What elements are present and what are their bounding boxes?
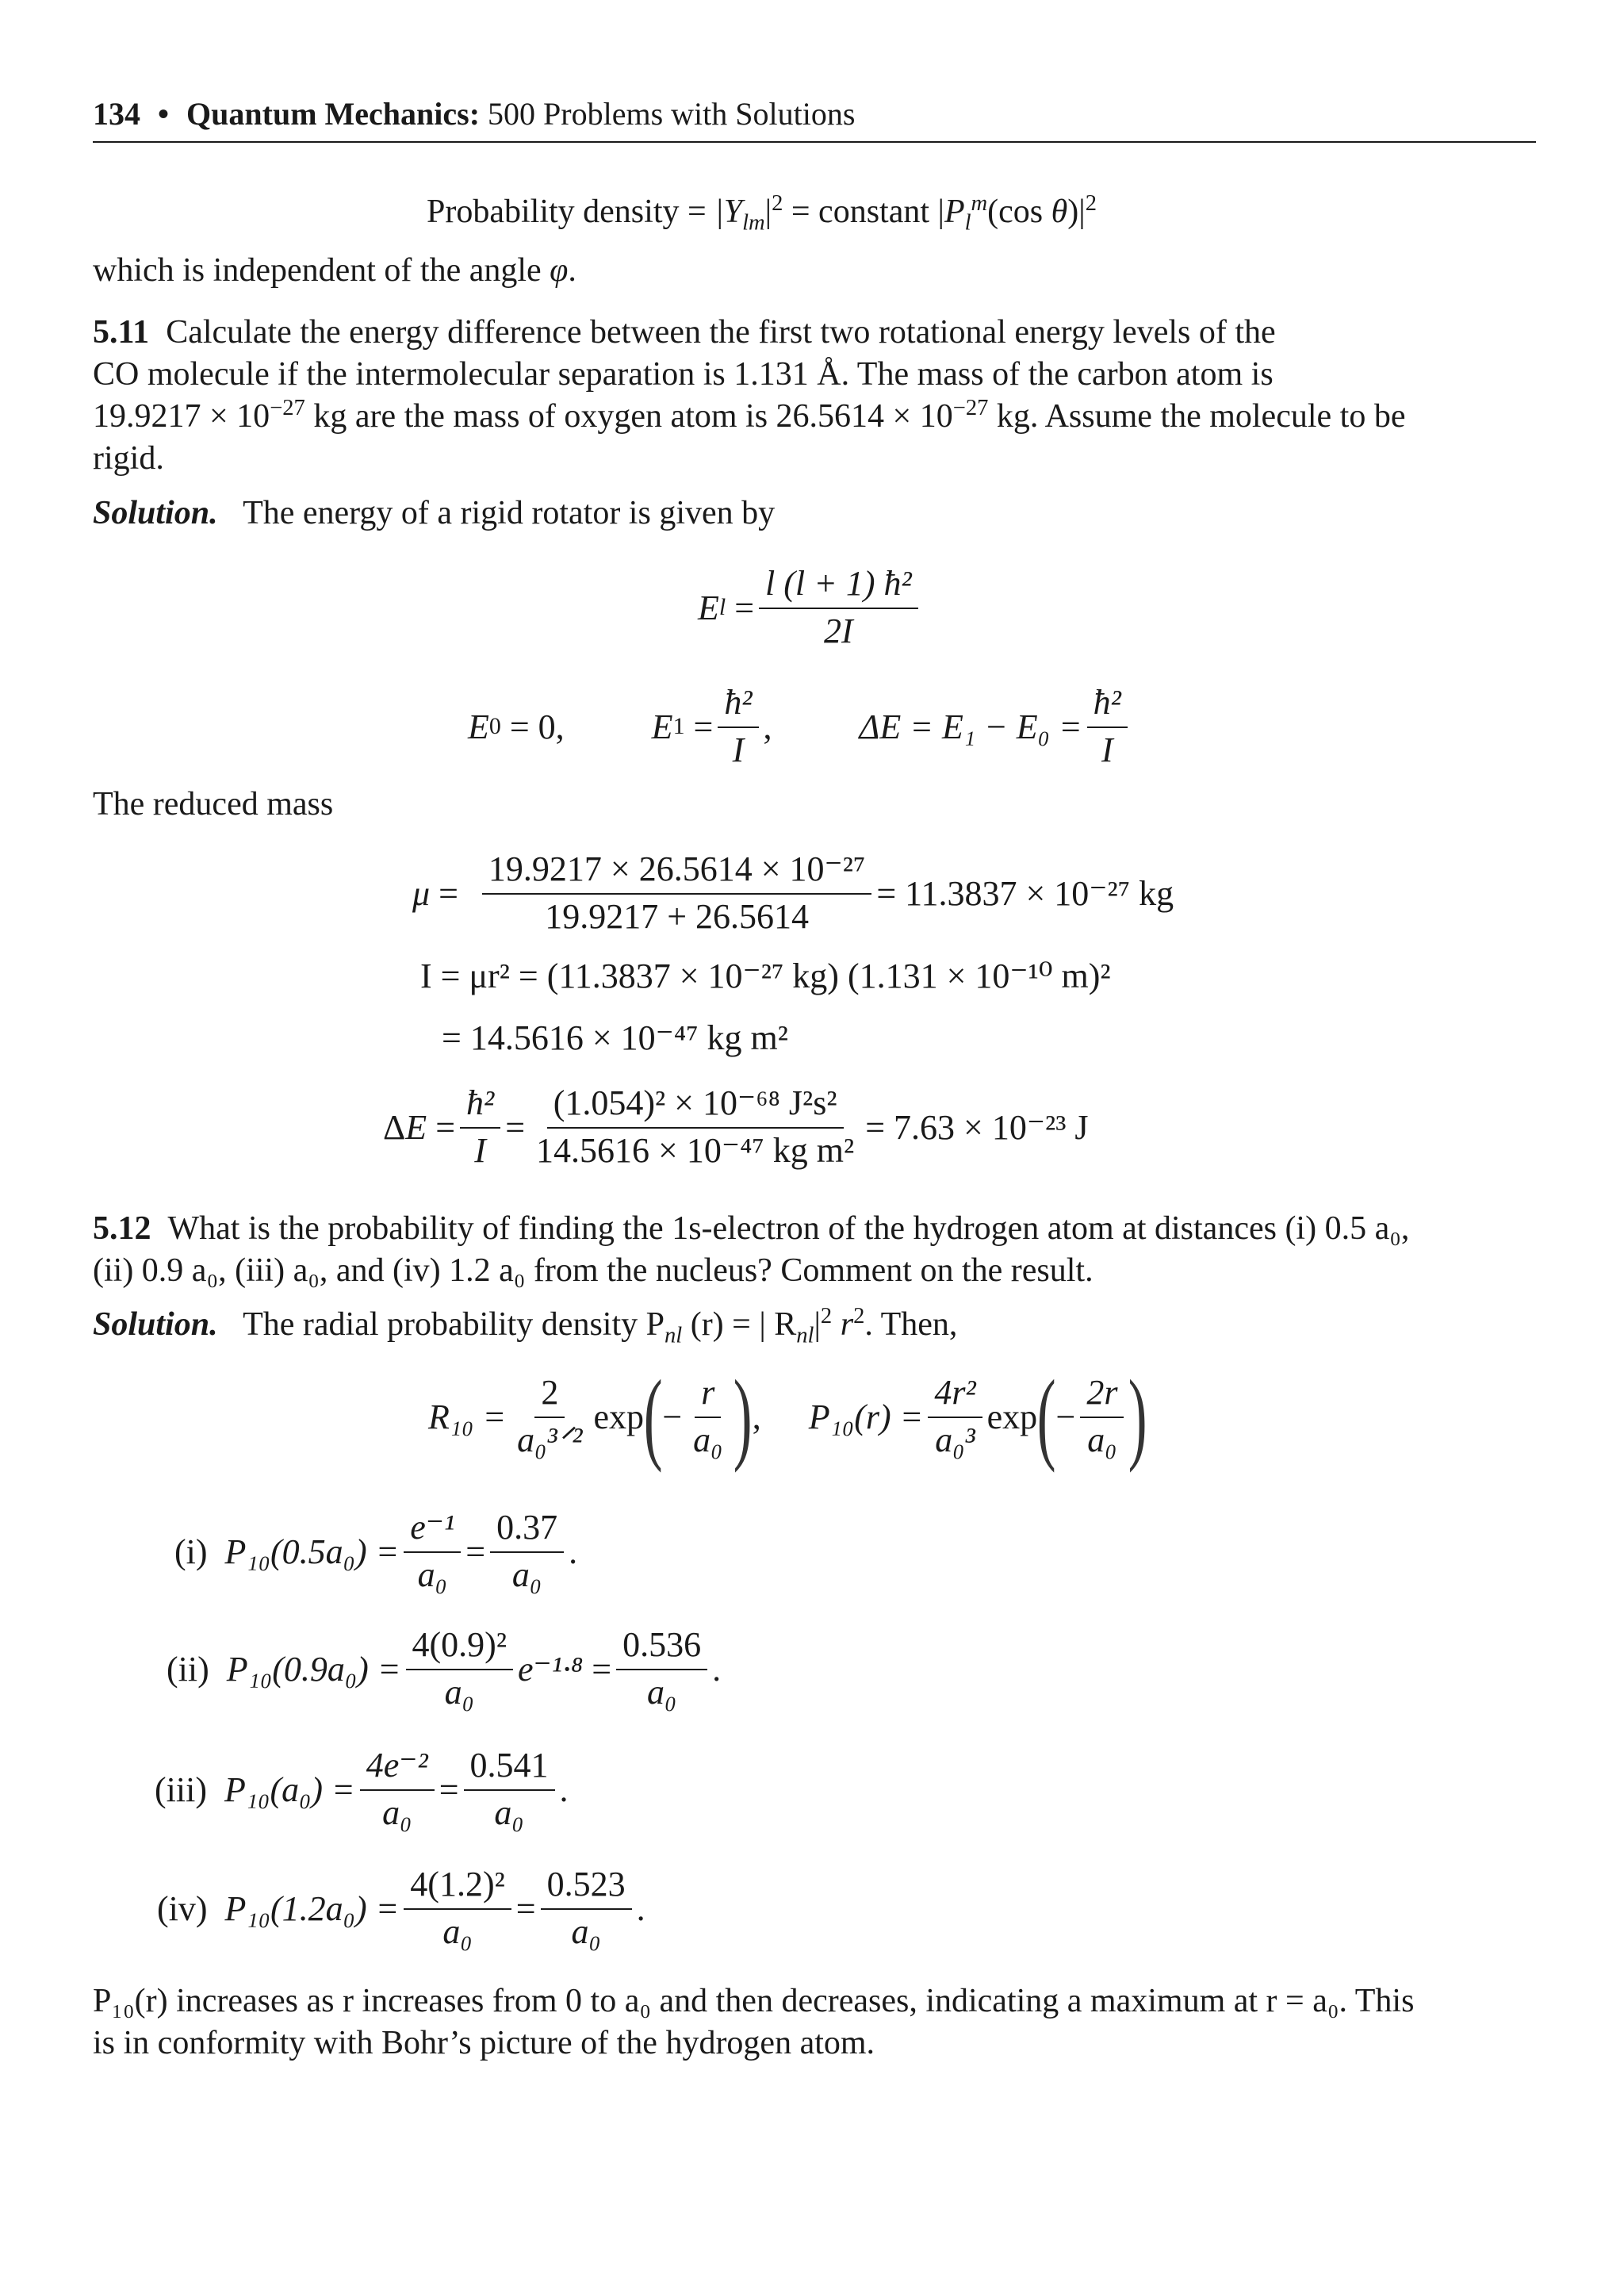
rotator-energy-equation: E l = $\frac{\text{l (l + 1) ħ²}}{2I}$ (698, 563, 923, 652)
moment-of-inertia-line1: I = μr² = (11.3837 × 10⁻²⁷ kg) (1.131 × 10⁻¹⁰ m)² (420, 957, 1111, 995)
problem-5-11-line3: $19.9217 \times 10^{-27}$ kg are the mass of oxygen atom is $26.5614 \times 10^{-27}$ kg. Assume the molecule to be (93, 396, 1406, 435)
problem-5-11-line2: CO molecule if the intermolecular separation is 1.131 Å. The mass of the carbon atom is (93, 356, 1274, 393)
reduced-mass-label: The reduced mass (93, 786, 334, 822)
problem-5-12-line2: (ii) 0.9 a₀, (iii) a₀, and (iv) 1.2 a₀ from the nucleus? Comment on the result. (93, 1252, 1094, 1289)
radial-function-row: R₁₀ = $\frac{2}{\text{a₀³ᐟ²}}$ exp ( − $\frac{r}{\text{a₀}}$ ) , P₁₀(r) = $\frac{\text{4r²}}{\text{a₀³}}$ exp ( − $\frac{2r}{\text{a₀}}$ ) (428, 1359, 1147, 1474)
probability-item-iii: (iii) P₁₀(a₀) = $\frac{\text{4e⁻²}}{\text{a₀}}$ = $\frac{0.541}{\text{a₀}}$ . (155, 1746, 569, 1832)
running-header (93, 94, 1536, 143)
book-subtitle: 500 Problems with Solutions (488, 96, 856, 132)
book-title: Quantum Mechanics: (186, 96, 481, 132)
probability-density-equation: Probability density = $|Y_{lm}|^2$ = constant $|P_l^m(\cos$ $\theta)|^2$ (427, 191, 1097, 236)
solution-5-11: Solution. The energy of a rigid rotator is given by (93, 495, 776, 531)
page-number: 134 (93, 96, 140, 132)
solution-label: Solution. (93, 495, 218, 531)
problem-5-12: 5.12 What is the probability of finding the 1s-electron of the hydrogen atom at distances (i) 0.5 a₀, (93, 1210, 1410, 1247)
probability-item-i: (i) P₁₀(0.5a₀) = $\frac{\text{e⁻¹}}{\text{a₀}}$ = $\frac{0.37}{\text{a₀}}$ . (174, 1508, 578, 1594)
reduced-mass-equation: μ = $\frac{\text{19.9217 × 26.5614 × 10⁻²⁷}}{19.9217 + 26.5614}$ = 11.3837 × 10⁻²⁷ kg (412, 849, 1174, 936)
solution-5-12: Solution. The radial probability density $P_{nl}$ (r) = | $R_{nl}|^2$ $r^2$. Then, (93, 1304, 958, 1348)
problem-5-11: 5.11 Calculate the energy difference between the first two rotational energy levels of the (93, 314, 1276, 351)
header-bullet: • (158, 96, 170, 132)
conclusion-line2: is in conformity with Bohr’s picture of the hydrogen atom. (93, 2025, 875, 2061)
probability-item-ii: (ii) P₁₀(0.9a₀) = $\frac{\text{4(0.9)²}}{\text{a₀}}$ e⁻¹·⁸ = $\frac{0.536}{\text{a₀}}$ . (167, 1625, 722, 1712)
energy-levels-row: E 0 = 0, E 1 = $\frac{\text{ħ²}}{I}$ , ΔE = E₁ − E₀ = $\frac{\text{ħ²}}{I}$ (468, 682, 1132, 771)
energy-difference-equation: Δ E = $\frac{\text{ħ²}}{I}$ = $\frac{\text{(1.054)² × 10⁻⁶⁸ J²s²}}{\text{14.5616 × 10⁻⁴⁷ kg m²}}$ = 7.63 × 10⁻²³ J (383, 1083, 1089, 1170)
independence-statement: which is independent of the angle φ. (93, 252, 576, 289)
moment-of-inertia-line2: = 14.5616 × 10⁻⁴⁷ kg m² (442, 1018, 788, 1057)
probability-item-iv: (iv) P₁₀(1.2a₀) = $\frac{\text{4(1.2)²}}{\text{a₀}}$ = $\frac{0.523}{\text{a₀}}$ . (157, 1865, 645, 1951)
problem-number: 5.12 (93, 1210, 151, 1247)
solution-label: Solution. (93, 1306, 218, 1343)
conclusion-line1: P₁₀(r) increases as r increases from 0 to a₀ and then decreases, indicating a maximum at r = a₀. This (93, 1983, 1415, 2019)
problem-5-11-line4: rigid. (93, 440, 164, 477)
problem-number: 5.11 (93, 314, 150, 351)
